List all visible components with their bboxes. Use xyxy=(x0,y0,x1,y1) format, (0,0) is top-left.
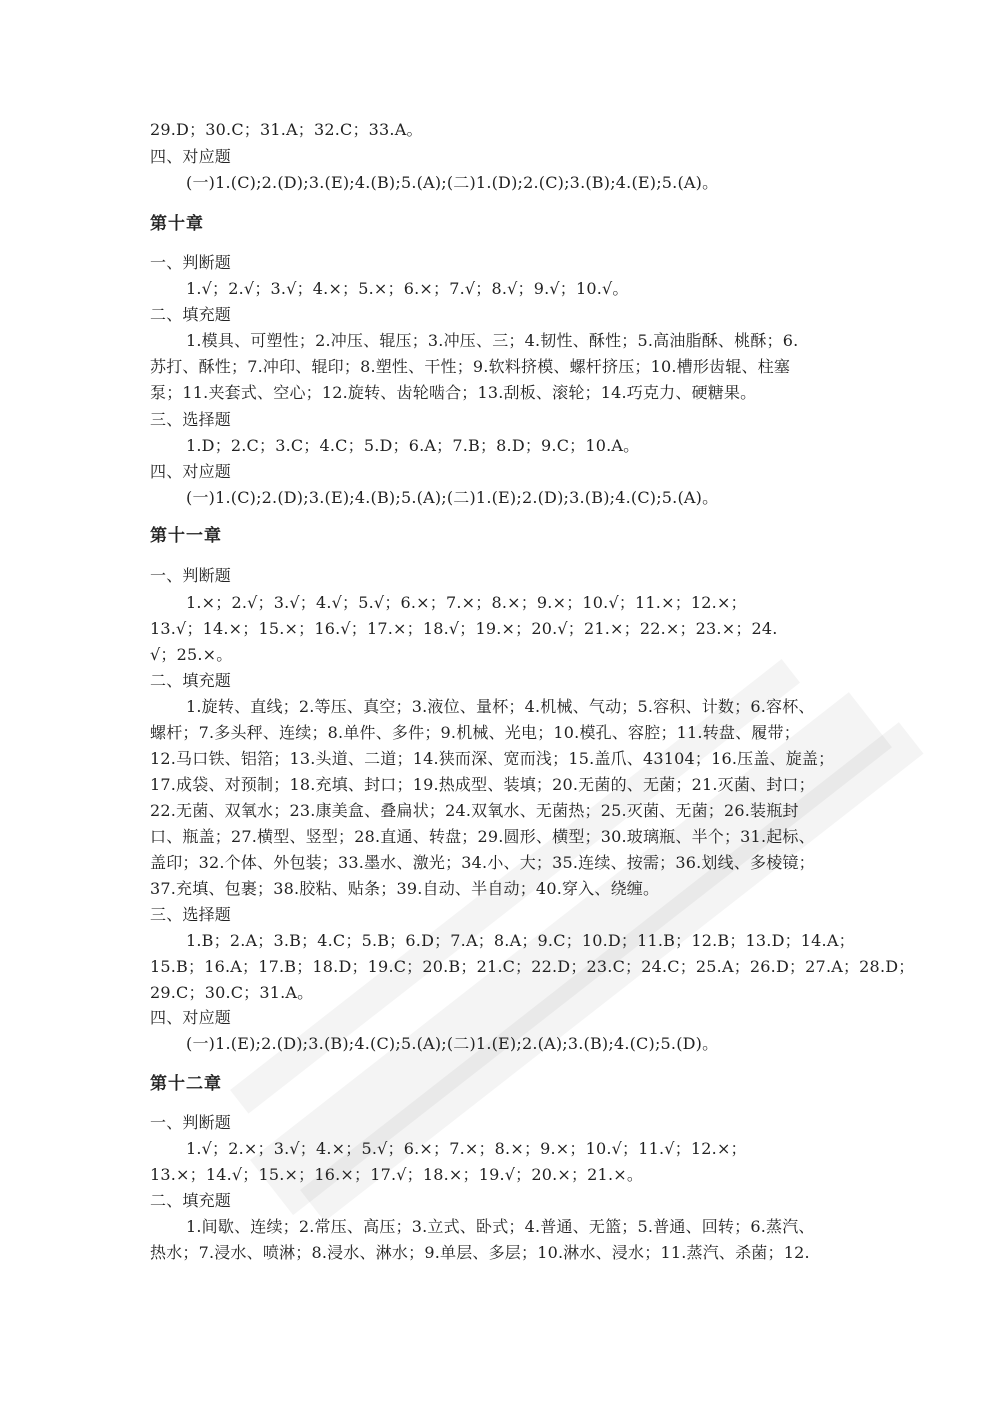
answer-line: 1.模具、可塑性；2.冲压、辊压；3.冲压、三；4.韧性、酥性；5.高油脂酥、桃酥；6. xyxy=(186,331,799,350)
answer-line: 22.无菌、双氧水；23.康美盒、叠扁状；24.双氧水、无菌热；25.灭菌、无菌；26.装瓶封 xyxy=(150,801,799,820)
chapter-heading: 第十二章 xyxy=(150,1074,222,1094)
chapter-heading: 第十章 xyxy=(150,214,204,234)
answer-line: 1.D；2.C；3.C；4.C；5.D；6.A；7.B；8.D；9.C；10.A。 xyxy=(186,436,640,455)
answer-line: 螺杆；7.多头秤、连续；8.单件、多件；9.机械、光电；10.模孔、容腔；11.转盘、履带； xyxy=(150,723,800,742)
answer-line: 1.旋转、直线；2.等压、真空；3.液位、量杯；4.机械、气动；5.容积、计数；6.容杯、 xyxy=(186,697,815,716)
answer-line: 15.B；16.A；17.B；18.D；19.C；20.B；21.C；22.D；23.C；24.C；25.A；26.D；27.A；28.D； xyxy=(150,957,915,976)
answer-line: 盖印；32.个体、外包装；33.墨水、激光；34.小、大；35.连续、按需；36.划线、多棱镜； xyxy=(150,853,815,872)
section-heading: 一、判断题 xyxy=(150,1113,232,1132)
section-heading: 三、选择题 xyxy=(150,905,232,924)
answer-line: 1.×；2.√；3.√；4.√；5.√；6.×；7.×；8.×；9.×；10.√；11.×；12.×； xyxy=(186,593,747,612)
answer-line: 热水；7.浸水、喷淋；8.浸水、淋水；9.单层、多层；10.淋水、浸水；11.蒸汽、杀菌；12. xyxy=(150,1243,810,1262)
section-heading: 二、填充题 xyxy=(150,671,232,690)
answer-line: 13.×；14.√；15.×；16.×；17.√；18.×；19.√；20.×；21.×。 xyxy=(150,1165,644,1184)
section-heading: 二、填充题 xyxy=(150,1191,232,1210)
answer-line: 口、瓶盖；27.横型、竖型；28.直通、转盘；29.圆形、横型；30.玻璃瓶、半个；31.起标、 xyxy=(150,827,815,846)
section-heading: 三、选择题 xyxy=(150,410,232,429)
section-heading: 四、对应题 xyxy=(150,462,232,481)
answer-line: 37.充填、包裹；38.胶粘、贴条；39.自动、半自动；40.穿入、绕缠。 xyxy=(150,879,660,898)
answer-line: 1.√；2.×；3.√；4.×；5.√；6.×；7.×；8.×；9.×；10.√；11.√；12.×； xyxy=(186,1139,747,1158)
section-heading: 一、判断题 xyxy=(150,253,232,272)
answer-line: 苏打、酥性；7.冲印、辊印；8.塑性、干性；9.软料挤模、螺杆挤压；10.槽形齿辊、柱塞 xyxy=(150,357,791,376)
answer-line: 1.√；2.√；3.√；4.×；5.×；6.×；7.√；8.√；9.√；10.√。 xyxy=(186,279,629,298)
section-heading: 四、对应题 xyxy=(150,147,232,166)
answer-line: 17.成袋、对预制；18.充填、封口；19.热成型、装填；20.无菌的、无菌；21.灭菌、封口； xyxy=(150,775,815,794)
answer-line: √；25.×。 xyxy=(150,645,233,664)
section-heading: 二、填充题 xyxy=(150,305,232,324)
answer-line: 13.√；14.×；15.×；16.√；17.×；18.√；19.×；20.√；21.×；22.×；23.×；24. xyxy=(150,619,778,638)
answer-line: 1.间歇、连续；2.常压、高压；3.立式、卧式；4.普通、无篮；5.普通、回转；6.蒸汽、 xyxy=(186,1217,815,1236)
answer-line: 29.C；30.C；31.A。 xyxy=(150,983,314,1002)
section-heading: 四、对应题 xyxy=(150,1008,232,1027)
answer-line: (一)1.(E);2.(D);3.(B);4.(C);5.(A);(二)1.(E);2.(A);3.(B);4.(C);5.(D)。 xyxy=(186,1034,719,1053)
answer-line: 29.D；30.C；31.A；32.C；33.A。 xyxy=(150,120,423,139)
answer-line: 12.马口铁、铝箔；13.头道、二道；14.狭而深、宽而浅；15.盖爪、43104；16.压盖、旋盖； xyxy=(150,749,835,768)
watermark-stripe xyxy=(250,692,892,1215)
answer-line: (一)1.(C);2.(D);3.(E);4.(B);5.(A);(二)1.(E);2.(D);3.(B);4.(C);5.(A)。 xyxy=(186,488,719,507)
answer-line: 1.B；2.A；3.B；4.C；5.B；6.D；7.A；8.A；9.C；10.D；11.B；12.B；13.D；14.A； xyxy=(186,931,855,950)
chapter-heading: 第十一章 xyxy=(150,526,222,546)
answer-line: (一)1.(C);2.(D);3.(E);4.(B);5.(A);(二)1.(D);2.(C);3.(B);4.(E);5.(A)。 xyxy=(186,173,719,192)
answer-line: 泵；11.夹套式、空心；12.旋转、齿轮啮合；13.刮板、滚轮；14.巧克力、硬糖果。 xyxy=(150,383,757,402)
section-heading: 一、判断题 xyxy=(150,566,232,585)
